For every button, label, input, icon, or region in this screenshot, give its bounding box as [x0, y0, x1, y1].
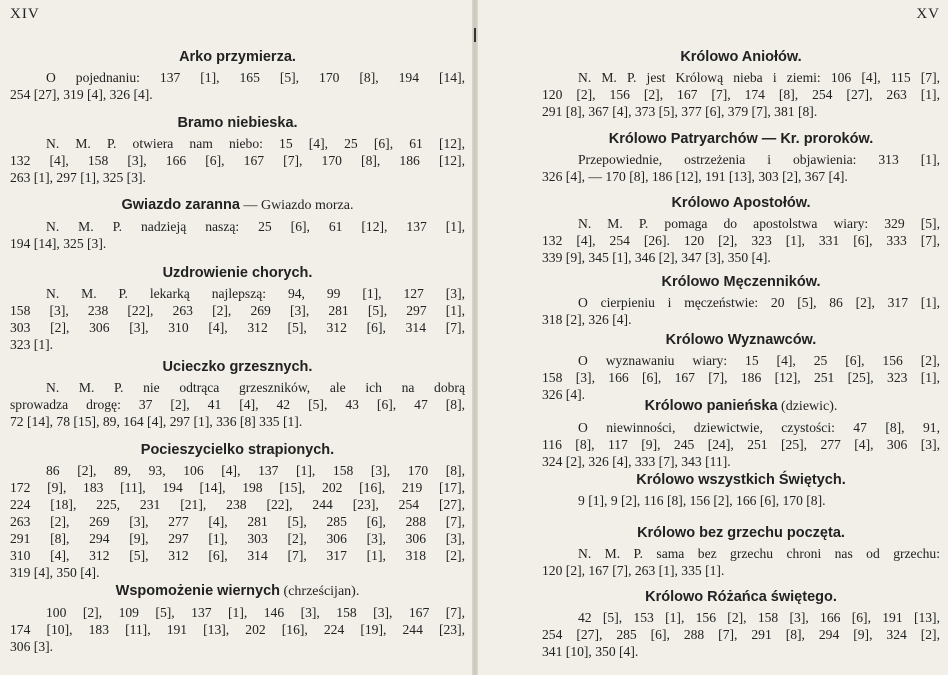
reference-line: 158 [3], 166 [6], 167 [7], 186 [12], 251 [25], 323 [1], — [542, 370, 940, 385]
reference-line: 132 [4], 158 [3], 166 [6], 167 [7], 170 [8], 186 [12], — [10, 153, 465, 168]
gutter-mark — [474, 28, 476, 42]
section-title: Królowo Różańca świętego. — [645, 589, 837, 605]
index-section — [542, 194, 940, 266]
reference-line: 132 [4], 254 [26]. 120 [2], 323 [1], 331 [6], 333 [7], — [542, 233, 940, 248]
section-heading — [542, 471, 940, 489]
reference-line: 224 [18], 225, 231 [21], 238 [22], 244 [23], 254 [27], — [10, 497, 465, 512]
section-heading — [10, 114, 465, 132]
section-title: Królowo Wyznawców. — [665, 332, 817, 348]
reference-line: 86 [2], 89, 93, 106 [4], 137 [1], 158 [3], 170 [8], — [46, 463, 465, 478]
section-title: Pocieszycielko strapionych. — [140, 442, 335, 458]
section-references — [10, 462, 465, 581]
reference-line: N. M. P. jest Królową nieba i ziemi: 106 [4], 115 [7], — [578, 70, 940, 85]
reference-line: 306 [3]. — [10, 639, 54, 654]
section-heading — [542, 588, 940, 606]
reference-line: N. M. P. pomaga do apostolstwa wiary: 329 [5], — [578, 216, 940, 231]
reference-line: 100 [2], 109 [5], 137 [1], 146 [3], 158 [3], 167 [7], — [46, 605, 465, 620]
reference-line: 291 [8], 294 [9], 297 [1], 303 [2], 306 [3], 306 [3], — [10, 531, 465, 546]
reference-line: 303 [2], 306 [3], 310 [4], 312 [5], 312 [6], 314 [7], — [10, 320, 465, 335]
section-title: Gwiazdo zaranna — [121, 197, 240, 213]
section-title: Arko przymierza. — [179, 49, 296, 65]
index-section — [10, 264, 465, 353]
section-heading — [542, 524, 940, 542]
section-heading — [542, 397, 940, 416]
section-subtitle: — Gwiazdo morza. — [239, 198, 354, 213]
section-title: Bramo niebieska. — [177, 115, 298, 131]
index-section — [542, 130, 940, 185]
reference-line: 339 [9], 345 [1], 346 [2], 347 [3], 350 [4]. — [542, 250, 771, 265]
page-number: XIV — [10, 6, 40, 22]
index-section — [10, 441, 465, 581]
reference-line: 326 [4]. — [542, 387, 586, 402]
index-section — [542, 471, 940, 509]
section-title: Królowo Patryarchów — Kr. proroków. — [608, 131, 874, 147]
section-references — [542, 69, 940, 120]
index-section — [10, 582, 465, 655]
page-number: XV — [916, 6, 940, 22]
section-heading — [542, 194, 940, 212]
reference-line: Przepowiednie, ostrzeżenia i objawienia: 313 [1], — [578, 152, 940, 167]
reference-line: sprowadza drogę: 37 [2], 41 [4], 42 [5], 43 [6], 47 [8], — [10, 397, 465, 412]
reference-line: N. M. P. sama bez grzechu chroni nas od grzechu: — [578, 546, 940, 561]
reference-line: 120 [2], 156 [2], 167 [7], 174 [8], 254 [27], 263 [1], — [542, 87, 940, 102]
section-heading — [10, 358, 465, 376]
section-references — [542, 151, 940, 185]
section-references — [542, 419, 940, 470]
section-references — [542, 215, 940, 266]
reference-line: 158 [3], 238 [22], 263 [2], 269 [3], 281 [5], 297 [1], — [10, 303, 465, 318]
section-title: Królowo wszystkich Świętych. — [636, 472, 846, 488]
reference-line: 291 [8], 367 [4], 373 [5], 377 [6], 379 [7], 381 [8]. — [542, 104, 818, 119]
book-gutter — [472, 0, 478, 675]
section-references — [10, 285, 465, 353]
section-title: Królowo panieńska — [644, 398, 778, 414]
section-title: Uzdrowienie chorych. — [162, 265, 313, 281]
reference-line: 323 [1]. — [10, 337, 54, 352]
section-references — [10, 69, 465, 103]
section-title: Królowo bez grzechu poczęta. — [637, 525, 845, 541]
reference-line: 263 [1], 297 [1], 325 [3]. — [10, 170, 146, 185]
section-heading — [542, 331, 940, 349]
section-title: Królowo Aniołów. — [680, 49, 802, 65]
index-section — [10, 358, 465, 430]
index-section — [10, 114, 465, 186]
reference-line: 254 [27], 285 [6], 288 [7], 291 [8], 294 [9], 324 [2], — [542, 627, 940, 642]
reference-line: 174 [10], 183 [11], 191 [13], 202 [16], 224 [19], 244 [23], — [10, 622, 465, 637]
section-heading — [10, 582, 465, 601]
index-section — [10, 48, 465, 103]
reference-line: 319 [4], 350 [4]. — [10, 565, 100, 580]
section-references — [10, 604, 465, 655]
reference-line: 9 [1], 9 [2], 116 [8], 156 [2], 166 [6], 170 [8]. — [578, 493, 826, 508]
reference-line: N. M. P. nadzieją naszą: 25 [6], 61 [12], 137 [1], — [46, 219, 465, 234]
reference-line: O pojednaniu: 137 [1], 165 [5], 170 [8], 194 [14], — [46, 70, 465, 85]
reference-line: O wyznawaniu wiary: 15 [4], 25 [6], 156 [2], — [578, 353, 940, 368]
reference-line: 172 [9], 183 [11], 194 [14], 198 [15], 202 [16], 219 [17], — [10, 480, 465, 495]
section-references — [542, 609, 940, 660]
section-subtitle: (chrześcijan). — [280, 584, 360, 599]
index-section — [542, 331, 940, 403]
section-heading — [542, 273, 940, 291]
reference-line: 318 [2], 326 [4]. — [542, 312, 632, 327]
index-section — [542, 397, 940, 470]
section-title: Królowo Męczenników. — [661, 274, 821, 290]
section-heading — [542, 130, 940, 148]
index-section — [542, 588, 940, 660]
reference-line: 310 [4], 312 [5], 312 [6], 314 [7], 317 [1], 318 [2], — [10, 548, 465, 563]
reference-line: 326 [4], — 170 [8], 186 [12], 191 [13], 303 [2], 367 [4]. — [542, 169, 848, 184]
section-references — [10, 379, 465, 430]
section-references — [542, 294, 940, 328]
index-section — [542, 273, 940, 328]
section-references — [542, 352, 940, 403]
section-heading — [10, 264, 465, 282]
index-section — [10, 196, 465, 252]
section-title: Królowo Apostołów. — [671, 195, 811, 211]
section-references — [542, 492, 940, 509]
reference-line: 341 [10], 350 [4]. — [542, 644, 639, 659]
reference-line: 120 [2], 167 [7], 263 [1], 335 [1]. — [542, 563, 725, 578]
reference-line: O niewinności, dziewictwie, czystości: 47 [8], 91, — [578, 420, 940, 435]
reference-line: N. M. P. lekarką najlepszą: 94, 99 [1], 127 [3], — [46, 286, 465, 301]
reference-line: 42 [5], 153 [1], 156 [2], 158 [3], 166 [6], 191 [13], — [578, 610, 940, 625]
section-subtitle: (dziewic). — [777, 399, 838, 414]
section-title: Wspomożenie wiernych — [115, 583, 281, 599]
index-section — [542, 524, 940, 579]
section-references — [10, 135, 465, 186]
reference-line: 194 [14], 325 [3]. — [10, 236, 107, 251]
reference-line: 263 [2], 269 [3], 277 [4], 281 [5], 285 [6], 288 [7], — [10, 514, 465, 529]
left-page — [10, 0, 465, 675]
section-references — [10, 218, 465, 252]
reference-line: N. M. P. otwiera nam niebo: 15 [4], 25 [6], 61 [12], — [46, 136, 465, 151]
reference-line: N. M. P. nie odtrąca grzeszników, ale ich na dobrą — [46, 380, 465, 395]
section-references — [542, 545, 940, 579]
reference-line: 72 [14], 78 [15], 89, 164 [4], 297 [1], 336 [8] 335 [1]. — [10, 414, 303, 429]
reference-line: 116 [8], 117 [9], 245 [24], 251 [25], 277 [4], 306 [3], — [542, 437, 940, 452]
reference-line: 254 [27], 319 [4], 326 [4]. — [10, 87, 153, 102]
right-page — [542, 0, 940, 675]
section-heading — [10, 48, 465, 66]
section-title: Ucieczko grzesznych. — [162, 359, 313, 375]
reference-line: O cierpieniu i męczeństwie: 20 [5], 86 [2], 317 [1], — [578, 295, 940, 310]
reference-line: 324 [2], 326 [4], 333 [7], 343 [11]. — [542, 454, 731, 469]
section-heading — [10, 196, 465, 215]
section-heading — [10, 441, 465, 459]
section-heading — [542, 48, 940, 66]
index-section — [542, 48, 940, 120]
